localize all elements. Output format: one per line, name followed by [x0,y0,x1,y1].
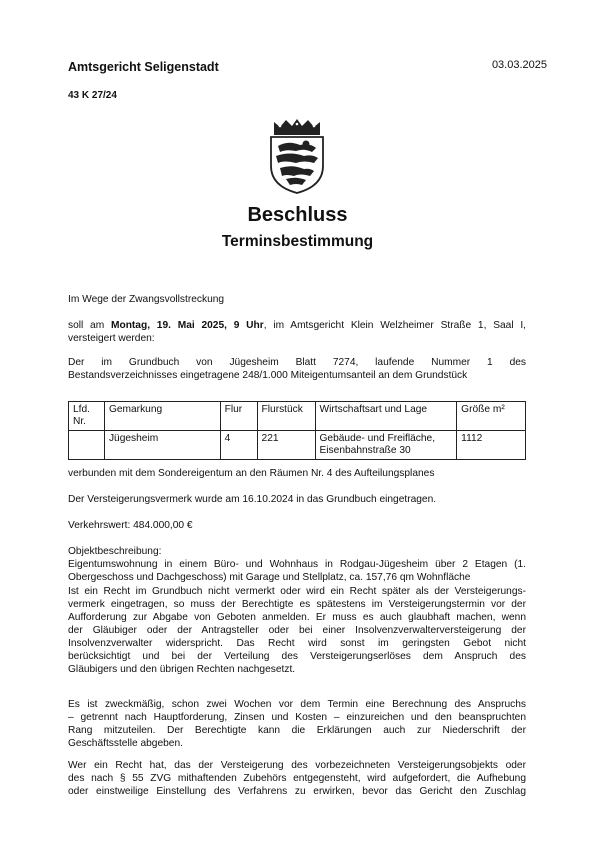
table-cell [69,431,105,460]
termin-suffix: , im Amtsgericht Klein Welzheimer Straße 1, Saal I, [263,320,527,331]
zweckmaessig-line: Rang mitzuteilen. Der Berechtigte kann die Erklärungen auch zur Niederschrift der [68,725,526,736]
objekt-line-1: Eigentumswohnung in einem Büro- und Wohnhaus in Rodgau-Jügesheim über 2 Etagen (1. [68,559,526,570]
zweckmaessig-line: Geschäftsstelle abgeben. [68,738,183,749]
document-date: 03.03.2025 [491,59,547,71]
termin-paragraph [68,319,526,345]
termin-line-2: versteigert werden: [68,333,155,344]
grundbuch-line-2: Bestandsverzeichnisses eingetragene 248/1.000 Miteigentumsanteil an dem Grundstück [68,370,468,381]
termin-line-1 [68,319,526,332]
rechte-line: berücksichtigt und bei der Verteilung des Versteigerungserlöses dem Anspruch des [68,651,526,662]
vermerk-text: Der Versteigerungsvermerk wurde am 16.10.2024 in das Grundbuch eingetragen. [68,494,437,505]
table-cell: 221 [257,431,315,460]
objekt-paragraph [68,545,526,584]
table-header-cell: Gemarkung [104,402,220,431]
table-header-row [69,402,526,431]
table-header-cell: Größe m² [457,402,526,431]
rechte-line: Aufforderung zur Abgabe von Geboten anmelden. Er muss es auch glaubhaft machen, wenn [68,612,526,623]
intro-text: Im Wege der Zwangsvollstreckung [68,294,225,305]
table-cell: Gebäude- und Freifläche, Eisenbahnstraße 30 [315,431,457,460]
rechte-line: Ist ein Recht im Grundbuch nicht vermerkt oder wird ein Recht später als der Versteigerungs- [68,586,526,597]
table-header-cell: Lfd. Nr. [69,402,105,431]
table-cell: Jügesheim [104,431,220,460]
zweckmaessig-paragraph [68,698,526,750]
verkehrswert-text: Verkehrswert: 484.000,00 € [68,520,193,531]
aufhebung-line: des nach § 55 ZVG mithaftenden Zubehörs entgegensteht, wird aufgefordert, die Aufhebung [68,773,526,784]
court-name: Amtsgericht Seligenstadt [68,60,219,74]
objekt-label: Objektbeschreibung: [68,546,162,557]
table-header-cell: Flurstück [257,402,315,431]
rechte-line: vermerk eingetragen, so muss der Berechtigte es spätestens im Versteigerungstermin vor der [68,599,526,610]
grundbuch-paragraph [68,356,526,382]
zweckmaessig-line: – getrennt nach Hauptforderung, Zinsen und Kosten – einzureichen und den beanspruchten [68,712,526,723]
termin-datetime: Montag, 19. Mai 2025, 9 Uhr [110,320,264,331]
document-subtitle: Terminsbestimmung [221,233,374,250]
sondereigentum-text: verbunden mit dem Sondereigentum an den Räumen Nr. 4 des Aufteilungsplanes [68,468,435,479]
objekt-line-2: Obergeschoss und Dachgeschoss) mit Garage und Stellplatz, ca. 157,76 qm Wohnfläche [68,572,471,583]
aufhebung-line: oder einstweilige Einstellung des Verfahrens zu erwirken, bevor das Gericht den Zuschlag [68,786,526,797]
zweckmaessig-line: Es ist zweckmäßig, schon zwei Wochen vor dem Termin eine Berechnung des Anspruchs [68,699,526,710]
table-row [69,431,526,460]
rechte-line: Gläubigers und den übrigen Rechten nachgesetzt. [68,664,296,675]
table-cell: 1112 [457,431,526,460]
document-title: Beschluss [247,204,348,226]
grundbuch-line-1: Der im Grundbuch von Jügesheim Blatt 7274, laufende Nummer 1 des [68,357,526,368]
property-table [68,401,526,460]
rechte-line: Insolvenzverwalter widerspricht. Das Recht wird sonst im geringsten Gebot nicht [68,638,526,649]
rechte-paragraph [68,585,526,676]
table-header-cell: Flur [220,402,257,431]
case-number: 43 K 27/24 [68,90,117,101]
rechte-line: der Gläubiger oder der Antragsteller oder bei einer Insolvenzverwalterversteigerung der [68,625,526,636]
termin-prefix: soll am [68,320,111,331]
aufhebung-paragraph [68,759,526,798]
table-cell: 4 [220,431,257,460]
aufhebung-line: Wer ein Recht hat, das der Versteigerung des vorbezeichneten Versteigerungsobjekts oder [68,760,526,771]
hessen-coat-of-arms-icon [266,118,328,194]
table-header-cell: Wirtschaftsart und Lage [315,402,457,431]
